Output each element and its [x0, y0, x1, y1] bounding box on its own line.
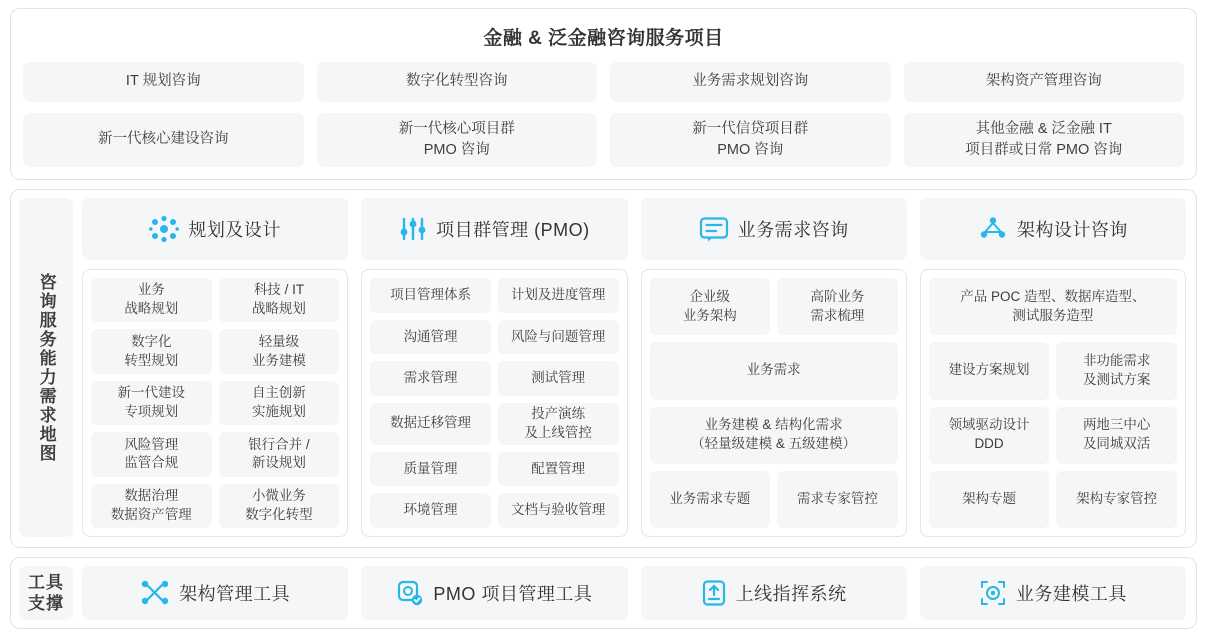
column-planning-design [82, 198, 348, 537]
column-title: 项目群管理 (PMO) [436, 220, 590, 240]
capability-cell: 文档与验收管理 [498, 493, 619, 528]
top-cell: 新一代核心建设咨询 [23, 113, 304, 167]
cell-row [650, 471, 898, 528]
cell-row [91, 484, 339, 528]
capability-cell: 风险与问题管理 [498, 320, 619, 355]
capability-cell: 数据迁移管理 [370, 403, 491, 445]
tool-item-label: 上线指挥系统 [735, 584, 847, 604]
sliders-icon [399, 215, 427, 243]
capability-cell: 高阶业务 需求梳理 [777, 278, 898, 335]
capability-cell: 需求专家管控 [777, 471, 898, 528]
column-title: 规划及设计 [188, 220, 281, 240]
capability-cell: 产品 POC 造型、数据库造型、 测试服务造型 [929, 278, 1177, 335]
capability-cell: 计划及进度管理 [498, 278, 619, 313]
tool-item-label: PMO 项目管理工具 [433, 584, 593, 604]
tool-support-label: 工具 支撑 [19, 566, 73, 620]
capability-map-panel [10, 189, 1197, 548]
tool-item-label: 业务建模工具 [1015, 584, 1127, 604]
gear-check-icon [396, 579, 424, 607]
top-cell: 其他金融 & 泛金融 IT 项目群或日常 PMO 咨询 [904, 113, 1185, 167]
capability-cell: 需求管理 [370, 361, 491, 396]
top-cell: 业务需求规划咨询 [610, 62, 891, 102]
capability-cell: 环境管理 [370, 493, 491, 528]
tool-item-launch[interactable] [641, 566, 907, 620]
column-body [82, 269, 348, 537]
top-row-2 [23, 113, 1184, 167]
capability-cell: 企业级 业务架构 [650, 278, 771, 335]
capability-cell: 自主创新 实施规划 [219, 381, 340, 425]
model-frame-icon [979, 579, 1007, 607]
cell-row [650, 407, 898, 464]
capability-cell: 两地三中心 及同城双活 [1056, 407, 1177, 464]
capability-cell: 业务 战略规划 [91, 278, 212, 322]
hierarchy-icon [978, 215, 1008, 243]
tool-item-label: 架构管理工具 [179, 584, 291, 604]
top-cell: 新一代核心项目群 PMO 咨询 [317, 113, 598, 167]
top-cell: IT 规划咨询 [23, 62, 304, 102]
tool-item-architecture[interactable] [82, 566, 348, 620]
capability-cell: 沟通管理 [370, 320, 491, 355]
cell-row [650, 278, 898, 335]
upload-doc-icon [701, 579, 727, 607]
capability-cell: 项目管理体系 [370, 278, 491, 313]
cell-row [370, 361, 618, 396]
cell-row [370, 403, 618, 445]
tool-item-modeling[interactable] [920, 566, 1186, 620]
column-architecture-design [920, 198, 1186, 537]
top-row-1 [23, 62, 1184, 102]
column-header [920, 198, 1186, 260]
capability-cell: 建设方案规划 [929, 342, 1050, 399]
cell-row [929, 407, 1177, 464]
capability-cell: 轻量级 业务建模 [219, 329, 340, 373]
top-cell: 架构资产管理咨询 [904, 62, 1185, 102]
tool-support-panel [10, 557, 1197, 629]
cell-row [370, 320, 618, 355]
capability-cell: 业务建模 & 结构化需求 （轻量级建模 & 五级建模） [650, 407, 898, 464]
cell-row [370, 452, 618, 487]
capability-cell: 业务需求 [650, 342, 898, 399]
capability-cell: 新一代建设 专项规划 [91, 381, 212, 425]
capability-cell: 架构专家管控 [1056, 471, 1177, 528]
cell-row [91, 278, 339, 322]
capability-columns [82, 198, 1186, 537]
tool-items [82, 566, 1186, 620]
column-header [82, 198, 348, 260]
column-body [641, 269, 907, 537]
capability-cell: 测试管理 [498, 361, 619, 396]
capability-cell: 质量管理 [370, 452, 491, 487]
cell-row [929, 342, 1177, 399]
chat-bubble-icon [699, 216, 729, 242]
tool-item-pmo[interactable] [361, 566, 627, 620]
top-cell: 数字化转型咨询 [317, 62, 598, 102]
top-cell: 新一代信贷项目群 PMO 咨询 [610, 113, 891, 167]
cell-row [650, 342, 898, 399]
capability-cell: 数字化 转型规划 [91, 329, 212, 373]
column-title: 架构设计咨询 [1016, 220, 1128, 240]
column-title: 业务需求咨询 [737, 220, 849, 240]
cell-row [929, 471, 1177, 528]
top-panel [10, 8, 1197, 180]
column-pmo [361, 198, 627, 537]
scissors-node-icon [140, 580, 170, 606]
capability-cell: 科技 / IT 战略规划 [219, 278, 340, 322]
capability-cell: 领域驱动设计 DDD [929, 407, 1050, 464]
capability-cell: 非功能需求 及测试方案 [1056, 342, 1177, 399]
capability-cell: 投产演练 及上线管控 [498, 403, 619, 445]
capability-cell: 配置管理 [498, 452, 619, 487]
cell-row [370, 278, 618, 313]
page-title: 金融 & 泛金融咨询服务项目 [483, 28, 724, 49]
column-body [361, 269, 627, 537]
cell-row [91, 329, 339, 373]
cell-row [370, 493, 618, 528]
capability-cell: 架构专题 [929, 471, 1050, 528]
capability-cell: 风险管理 监管合规 [91, 432, 212, 476]
cell-row [91, 381, 339, 425]
column-body [920, 269, 1186, 537]
column-header [641, 198, 907, 260]
cell-row [91, 432, 339, 476]
capability-cell: 业务需求专题 [650, 471, 771, 528]
capability-map-side-label [19, 198, 73, 537]
cell-row [929, 278, 1177, 335]
column-business-requirement [641, 198, 907, 537]
network-nodes-icon [149, 215, 179, 243]
side-label-text: 咨询服务能力需求地图 [36, 272, 56, 463]
column-header [361, 198, 627, 260]
capability-cell: 数据治理 数据资产管理 [91, 484, 212, 528]
capability-cell: 银行合并 / 新设规划 [219, 432, 340, 476]
capability-cell: 小微业务 数字化转型 [219, 484, 340, 528]
